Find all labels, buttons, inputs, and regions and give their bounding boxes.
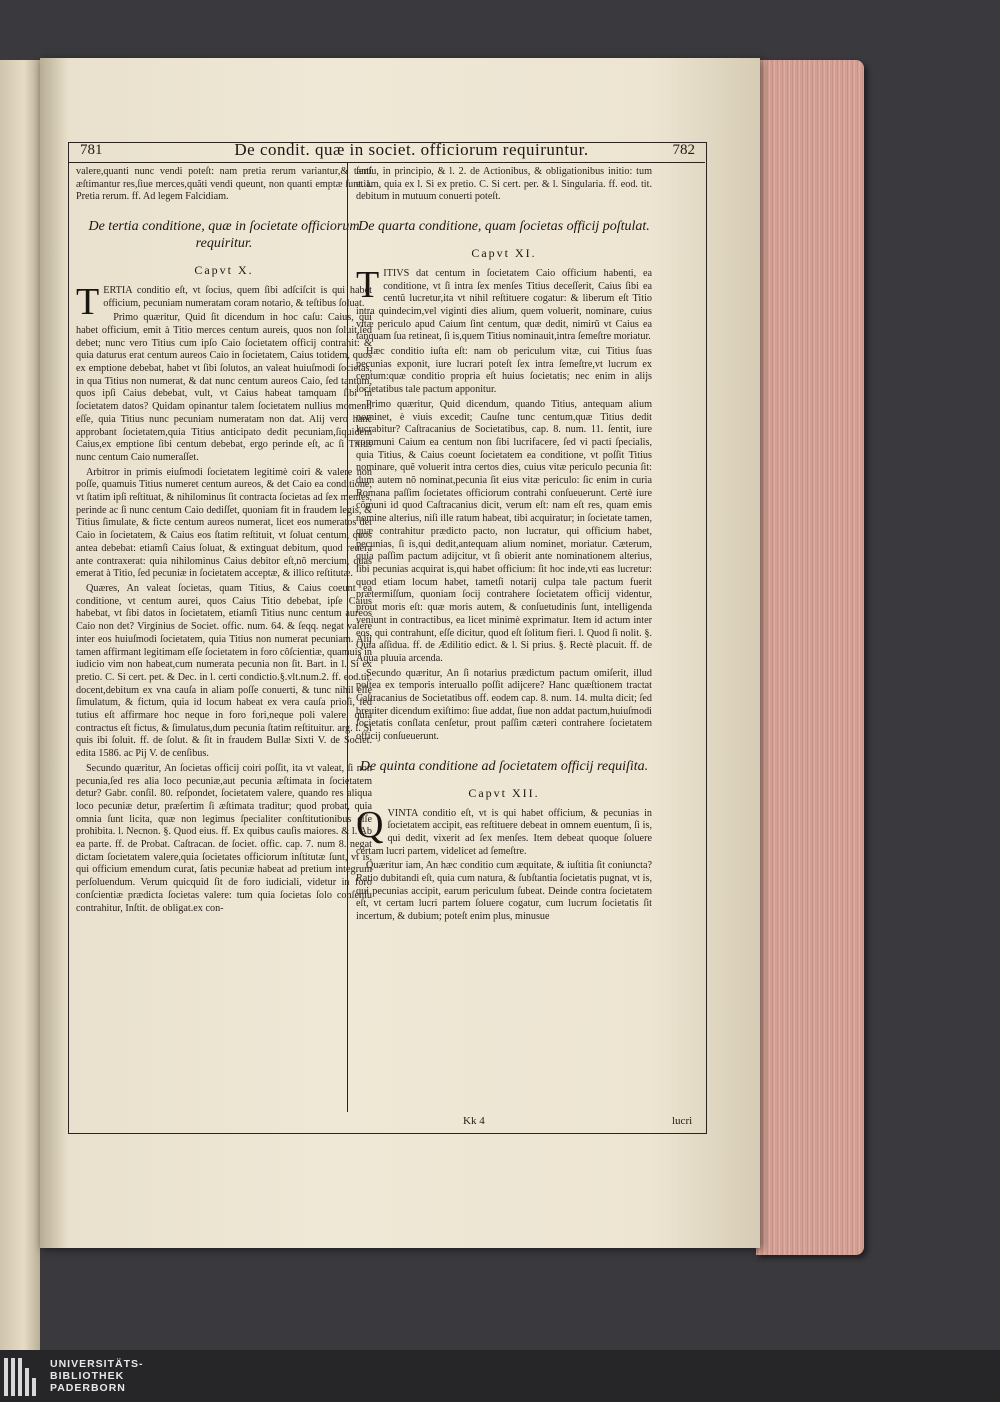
drop-cap: Q <box>356 803 384 846</box>
paragraph: TITIVS dat centum in ſocietatem Caio officium habenti, ea conditione, vt ſi intra ſex menſes Titius deceſſerit, Caius ſibi ea centũ lucretur,ita vt nihil reſtituere cogatur: & liberum eſt Titio intra quindecim,vel viginti dies alium, quem voluerit, nominare, cuius vitæ periculo apud Caium ſint centum, quæ dedit, nimirũ vt Caius ea tanquam ſua retineat, ſi is,quem Titius nominauit,intra ſemeſtre moriatur. <box>356 263 652 343</box>
chapter-heading: Capvt XII. <box>468 785 540 800</box>
running-title: De condit. quæ in societ. officiorum requiruntur. <box>234 140 589 159</box>
paragraph: TERTIA conditio eſt, vt ſocius, quem ſibi adſciſcit is qui habet officium, pecuniam numeratam coram notario, & teſtibus ſoluat. <box>76 280 372 323</box>
paragraph: Quæritur iam, An hæc conditio cum æquitate, & iuſtitia ſit coniuncta? Ratio dubitandi eſt, quia cum natura, & ſubſtantia ſocietatis pugnat, vt is, qui pecunias accipit, earum periculum ſubeat. Deinde contra ſocietatem eſt, vt certam lucri partem ſoluere cogatur, cum lucrum ſocietatis ſit incertum, & dubium; poteſt enim plus, minusue <box>356 860 652 923</box>
library-name-line: BIBLIOTHEK <box>50 1370 125 1382</box>
left-column <box>76 166 372 917</box>
signature-mark: Kk 4 <box>463 1115 485 1127</box>
paragraph: Primo quæritur, Quid dicendum, quando Titius, antequam alium nominet, è viuis excedit; Cauſne tunc centum,quæ Titius dedit lucrabitur? Caſtracanius de Societatibus, cap. 8. num. 11. ſentit, iure communi Caium ea centum non ſibi lucrifacere, ſed vi pacti ſpecialis, quia Titius, & Caius coeunt ſocietatem ea conditione, vt poſſit Titius nominare, quẽ voluerit intra certos dies, cuius vitæ periculo pecunia ſit: dum autem nõ nominat,pecunia ſit eius vitæ periculo: ſic enim in curia Romana paſſim ſocietates officiorum contrahi conſueuerunt. Certè iure cõmuni id quod Caſtracanius dicit, verum eſt: nam eſt res, quam emis nomine alterius, niſi ille ratum habeat, tibi acquiratur; in ſocietate tamen, quæ contrahitur prædicto pacto, non lucratur, qui officium habet, pecunias, ſi is,qui dedit,antequam alium nominet, moriatur. Cæterum, quia paſſim pactum adijcitur, vt ſi obierit ante nominationem alterius, ſibi pecunias acquirat is,qui habet officium: ſit hoc inde,vti eas lucretur: quod etiam locum habet, tametſi notarij culpa tale pactum fuerit prætermiſſum, quoniam ſocij contrahere ſocietatem officij videntur, prout moris eſt: quæ moris autem, & conſuetudinis ſunt, intelligenda veniunt in contractibus, ea licet minimè exprimatur. Item id actum inter eos, qui contrahunt, eſſe dicitur, quod eſt ſolitum fieri. l. Quod ſi nolit. §. Quia aſſidua. ff. de Ædilitio edict. & l. Si prius. §. Rectè placuit. ff. de Aqua pluuia arcenda. <box>356 398 652 664</box>
paragraph: ſenſu, in principio, & l. 2. de Actionibus, & obligationibus initio: tum etiam, quia ex l. Si ex pretio. C. Si cert. per. & l. Singularia. ff. eod. tit. debitum in mutuum conuerti poteſt. <box>356 166 652 203</box>
section-title: De quinta conditione ad ſocietatem officij requiſita. <box>359 758 649 774</box>
right-column <box>356 166 652 926</box>
chapter-heading: Capvt XI. <box>471 246 537 261</box>
library-footer <box>0 1350 1000 1402</box>
library-name <box>50 1358 144 1394</box>
paragraph: valere,quanti nunc vendi poteſt: nam pretia rerum variantur,& tanti æſtimantur res,ſiue merces,quãti vendi queunt, non quanti emptæ ſunt. l. Pretia rerum. ff. Ad legem Falcidiam. <box>76 166 372 203</box>
paragraph: Secundo quæritur, An ſi notarius prædictum pactum omiſerit, illud poſtea ex temporis interuallo poſſit adijcere? Hanc quæſtionem tractat Caſtracanius de Societatibus off. eodem cap. 8. num. 14. multa dicit; ſed breuiter dicendum exiſtimo: ſiue addat, ſiue non addat pactum,huiuſmodi ſocietatis conſlata cenſetur, prout paſſim cæteri contrahere ſocietatem officij conſueuerunt. <box>356 667 652 743</box>
chapter-heading: Capvt X. <box>194 263 254 278</box>
paragraph: Primo quæritur, Quid ſit dicendum in hoc caſu: Caius, qui habet officium, emit à Titio merces centum aureis, quos non ſoluit,ſed debet; nunc vero Titius cum ipſo Caio ſocietatem officij contrahit: & quia daturus erat centum aureos Caio in ſocietatem, Caius totidem, quos ex emptione debebat, habet vt ſibi ſolutos, an valeat huiuſmodi ſocietas, in qua Titius non numerat, & dat nunc centum aureos Caio, ſed tantum, quos ipſi Caius debebat, vult, vt Caius habeat tamquam ſibi in ſocietatem datos? Quidam opinantur talem ſocietatem nullius momenti eſſe, quia Titius nunc pecuniam numeratam non dat. Alij vero hanc approbant ſocietatem,quia Titius anticipato dedit pecuniam,ſiquidem Caius,ex emptione ſibi centum debebat, ergo perinde eſt, ac ſi Titius nunc centum Caio numeraſſet. <box>76 312 372 463</box>
drop-cap: T <box>356 263 380 306</box>
page-block-edge <box>756 60 864 1255</box>
page-number-right: 782 <box>672 142 695 158</box>
section-title: De quarta conditione, quam ſocietas officij poſtulat. <box>358 219 650 235</box>
paragraph: Secundo quæritur, An ſocietas officij coiri poſſit, ita vt valeat, ſi non pecunia,ſed res alia loco pecuniæ,aut pecunia æſtimata in ſocietatem detur? Gabr. conſil. 80. reſpondet, ſocietatem valere, quando res aliqua loco pecuniæ detur, præſertim ſi æſtimata traditur; quod probat, quia omnia ſunt licita, quæ non legimus ſpecialiter conſtitutionibus eſſe prohibita. l. Necnon. §. Quod eius. ff. Ex quibus cauſis maiores. & l. Ab ea parte. ff. de Probat. Caſtracan. de ſociet. offic. cap. 7. num 8. negat dictam ſocietatem valere,quia ſocietates officiorum inſtitutæ ſunt, vt is, qui officium emendum curat, ſatis pecuniæ habeat ad pretium integrum perſoluendum. Verum quicquid ſit de foro iudiciali, videtur in foro conſcientiæ prædicta ſocietas valere: tum quia ſocietas ſolo conſenſu contrahitur, Inſtit. de obligat.ex con- <box>76 762 372 914</box>
drop-cap: T <box>76 280 100 323</box>
page-number-left: 781 <box>80 142 103 158</box>
library-name-line: PADERBORN <box>50 1382 126 1394</box>
paragraph: Arbitror in primis eiuſmodi ſocietatem legitimè coiri & valere non poſſe, quamuis Titius numeret centum aureos, & det Caio ea conditione, vt ſtatim ipſi reſtituat, & nihilominus ſit contracta ſocietas ad ſex menſes, perinde ac ſi nunc centum Caio dediſſet, quoniam fit in fraudem legis, & Titius ſimulate, & ficte centum aureos numerat, licet eos numeratos det Caio in ſocietatem, & Caius eos ſtatim reſtituit, vt ſoluat centum, quos antea debebat: etiamſi Caius ſoluat, & extinguat debitum, quod reuera ante contraxerat: quia nihilominus Caius debitor eſt,nõ mercium, quas emerat à Titio, ſed pecuniæ in ſocietatem acceptæ, & illico reſtitutæ. <box>76 466 372 580</box>
library-logo-icon <box>4 1358 42 1396</box>
paragraph: Hæc conditio iuſta eſt: nam ob periculum vitæ, cui Titius ſuas pecunias exponit, iure lucrari poteſt ſex intra ſemeſtre,vt lucrum ex centum:quæ conditio propria eſt huius ſocietatis; nec enim in alijs ſocietatibus tale pactum apponitur. <box>356 346 652 396</box>
section-title: De tertia conditione, quæ in ſocietate officiorum requiritur. <box>88 219 360 252</box>
previous-page-edge <box>0 60 40 1350</box>
library-name-line: UNIVERSITÄTS- <box>50 1358 144 1370</box>
paragraph: Quæres, An valeat ſocietas, quam Titius, & Caius coeunt ea conditione, vt centum aurei, quos Caius Titio debebat, ipſe Caius habebat, vt ſibi datos in ſocietatem, etiamſi Titius nunc centum aureos Caio non det? Virginius de Societ. offic. num. 64. & ſeqq. negat valere inter eos huiuſmodi ſocietatem, quia Titius non numerat pecuniam. Alij tamen affirmant legitimam eſſe ſocietatem in foro côſcientiæ, quamuis in iudicio vim non habeat,cum numerata pecunia non ſit. Bart. in l. Si ex pretio. C. Si cert. pet. & Dec. in l. certi condictio.§.vlt.num.2. ff. eod.tit. docent,debitum ex vna cauſa in aliam poſſe conuerti, & tunc nihil eſſe ſimulatum, & fictum, quia id locum habeat ex vera cauſa prioſi, ſed tutius eſt affirmare hoc neque in foro fori,neque poli valere, quia contractus eſt fictus, & ſimulatus,dum pecunia ſtatim reſtituitur. arg. l. Si quis ibi ſoluit. ff. de ſolut. & ſit in fraudem Bullæ Sixti V. de Societ. edita 1586. ac Pij V. de cenſibus. <box>76 582 372 760</box>
paragraph: QVINTA conditio eſt, vt is qui habet officium, & pecunias in ſocietatem accipit, eas reſtituere debeat in omnem euentum, ſi is, qui dedit, vixerit ad ſex menſes. Item debeat quoque ſoluere certam lucri partem, videlicet ad ſemeſtre. <box>356 803 652 857</box>
catchword: lucri <box>672 1115 693 1127</box>
